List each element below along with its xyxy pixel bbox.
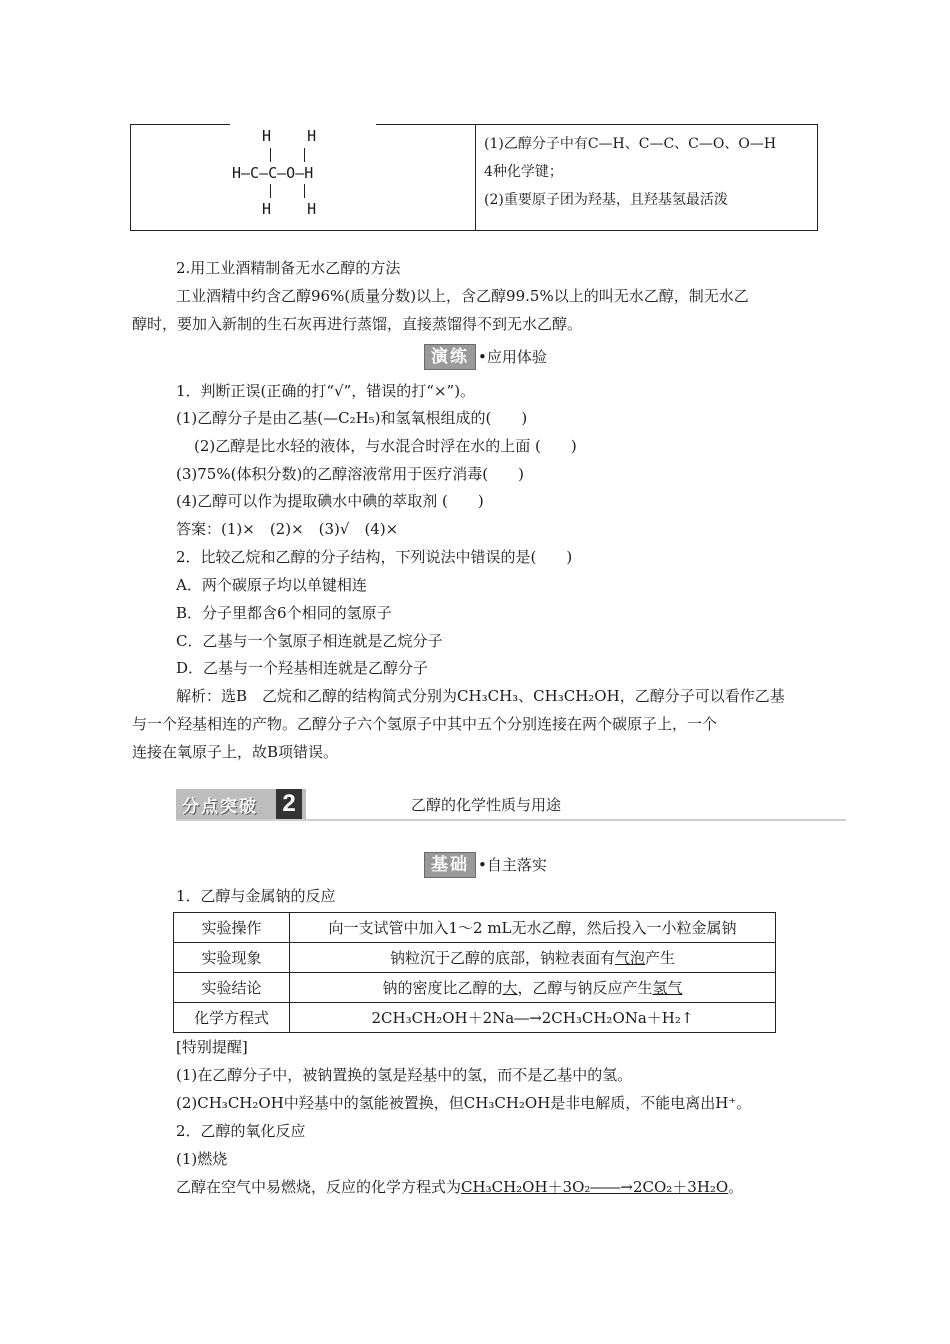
structure-note-2: 4种化学键； (484, 164, 563, 180)
tip-title: [特别提醒] (176, 1038, 248, 1056)
question-2-analysis: 解析：选B 乙烷和乙醇的结构简式分别为CH₃CH₃、CH₃CH₂OH，乙醇分子可以看作乙基 (176, 687, 785, 705)
structural-formula (232, 124, 382, 224)
item2-paragraph: 醇时，要加入新制的生石灰再进行蒸馏，直接蒸馏得不到无水乙醇。 (132, 315, 583, 333)
basics-subtitle: •自主落实 (478, 856, 547, 874)
question-1-item: (1)乙醇分子是由乙基(—C₂H₅)和氢氧根组成的( ) (176, 409, 528, 427)
item2-paragraph: 工业酒精中约含乙醇96%(质量分数)以上，含乙醇99.5%以上的叫无水乙醇，制无水乙 (176, 287, 749, 305)
combustion-sentence (176, 1177, 743, 1197)
question-1: 1．判断正误(正确的打“√”，错误的打“×”)。 (176, 382, 476, 400)
value-text: 产生 (645, 949, 676, 967)
formula-top-bonds (304, 148, 305, 162)
formula-top-bonds (270, 148, 271, 162)
value-text: ，乙醇与钠反应产生 (517, 979, 653, 997)
combustion-text: 。 (728, 1178, 744, 1196)
table-row (174, 913, 776, 943)
table-row (174, 943, 776, 973)
table-row (174, 973, 776, 1003)
formula-middle: H—C—C—O—H (232, 164, 314, 182)
combustion-equation: CH₃CH₂OH＋3O₂――→2CO₂＋3H₂O (461, 1178, 729, 1196)
basics-badge: 基础 (424, 852, 476, 878)
table-value (290, 973, 776, 1003)
table-value (290, 943, 776, 973)
value-text: 钠的密度比乙醇的 (382, 979, 503, 997)
question-2-analysis: 连接在氧原子上，故B项错误。 (132, 743, 339, 761)
question-2-option: C．乙基与一个氢原子相连就是乙烷分子 (176, 632, 443, 650)
table-key: 实验操作 (174, 913, 290, 943)
table-border (130, 124, 230, 125)
experiment-table (173, 912, 776, 1033)
table-key: 实验现象 (174, 943, 290, 973)
item2-title: 2.用工业酒精制备无水乙醇的方法 (176, 259, 401, 277)
table-divider (475, 124, 476, 231)
table-key: 实验结论 (174, 973, 290, 1003)
combustion-text: 乙醇在空气中易燃烧，反应的化学方程式为 (176, 1178, 462, 1196)
value-underlined: 大 (502, 979, 518, 997)
structure-note-1: (1)乙醇分子中有C—H、C—C、C—O、O—H (484, 136, 777, 152)
question-2: 2．比较乙烷和乙醇的分子结构，下列说法中错误的是( ) (176, 548, 573, 566)
question-2-analysis: 与一个羟基相连的产物。乙醇分子六个氢原子中其中五个分别连接在两个碳原子上，一个 (132, 715, 718, 733)
table-value: 向一支试管中加入1～2 mL无水乙醇，然后投入一小粒金属钠 (290, 913, 776, 943)
table-border (376, 124, 818, 125)
basics-item-1: 1．乙醇与金属钠的反应 (176, 887, 336, 905)
value-underlined: 氢气 (652, 979, 683, 997)
table-key: 化学方程式 (174, 1003, 290, 1033)
formula-top-h: H H (262, 127, 317, 145)
formula-bottom-bonds (304, 184, 305, 198)
section-header-rule (176, 819, 846, 821)
question-2-option: B．分子里都含6个相同的氢原子 (176, 604, 392, 622)
section-header (176, 789, 846, 821)
question-1-item: (4)乙醇可以作为提取碘水中碘的萃取剂 ( ) (176, 492, 484, 510)
question-1-answer: 答案：(1)× (2)× (3)√ (4)× (176, 520, 399, 538)
tip-item: (2)CH₃CH₂OH中羟基中的氢能被置换，但CH₃CH₂OH是非电解质，不能电离出H⁺。 (176, 1094, 752, 1112)
basics-item-2-sub: (1)燃烧 (176, 1150, 228, 1168)
section-label: 分点突破 (182, 797, 258, 817)
value-underlined: 气泡 (614, 949, 645, 967)
table-value: 2CH₃CH₂OH＋2Na―→2CH₃CH₂ONa＋H₂↑ (290, 1003, 776, 1033)
formula-bottom-bonds (270, 184, 271, 198)
basics-item-2: 2．乙醇的氧化反应 (176, 1122, 306, 1140)
formula-bottom-h: H H (262, 200, 317, 218)
question-2-option: D．乙基与一个羟基相连就是乙醇分子 (176, 659, 429, 677)
practice-subtitle: •应用体验 (478, 348, 547, 366)
value-text: 钠粒沉于乙醇的底部，钠粒表面有 (389, 949, 615, 967)
structure-note-3: (2)重要原子团为羟基，且羟基氢最活泼 (484, 192, 728, 208)
practice-badge: 演练 (424, 344, 476, 370)
question-2-option: A．两个碳原子均以单键相连 (176, 576, 367, 594)
section-title: 乙醇的化学性质与用途 (411, 796, 562, 814)
section-number: 2 (276, 789, 302, 819)
table-row (174, 1003, 776, 1033)
question-1-item: (2)乙醇是比水轻的液体，与水混合时浮在水的上面 ( ) (194, 437, 577, 455)
tip-item: (1)在乙醇分子中，被钠置换的氢是羟基中的氢，而不是乙基中的氢。 (176, 1066, 633, 1084)
question-1-item: (3)75%(体积分数)的乙醇溶液常用于医疗消毒( ) (176, 465, 524, 483)
